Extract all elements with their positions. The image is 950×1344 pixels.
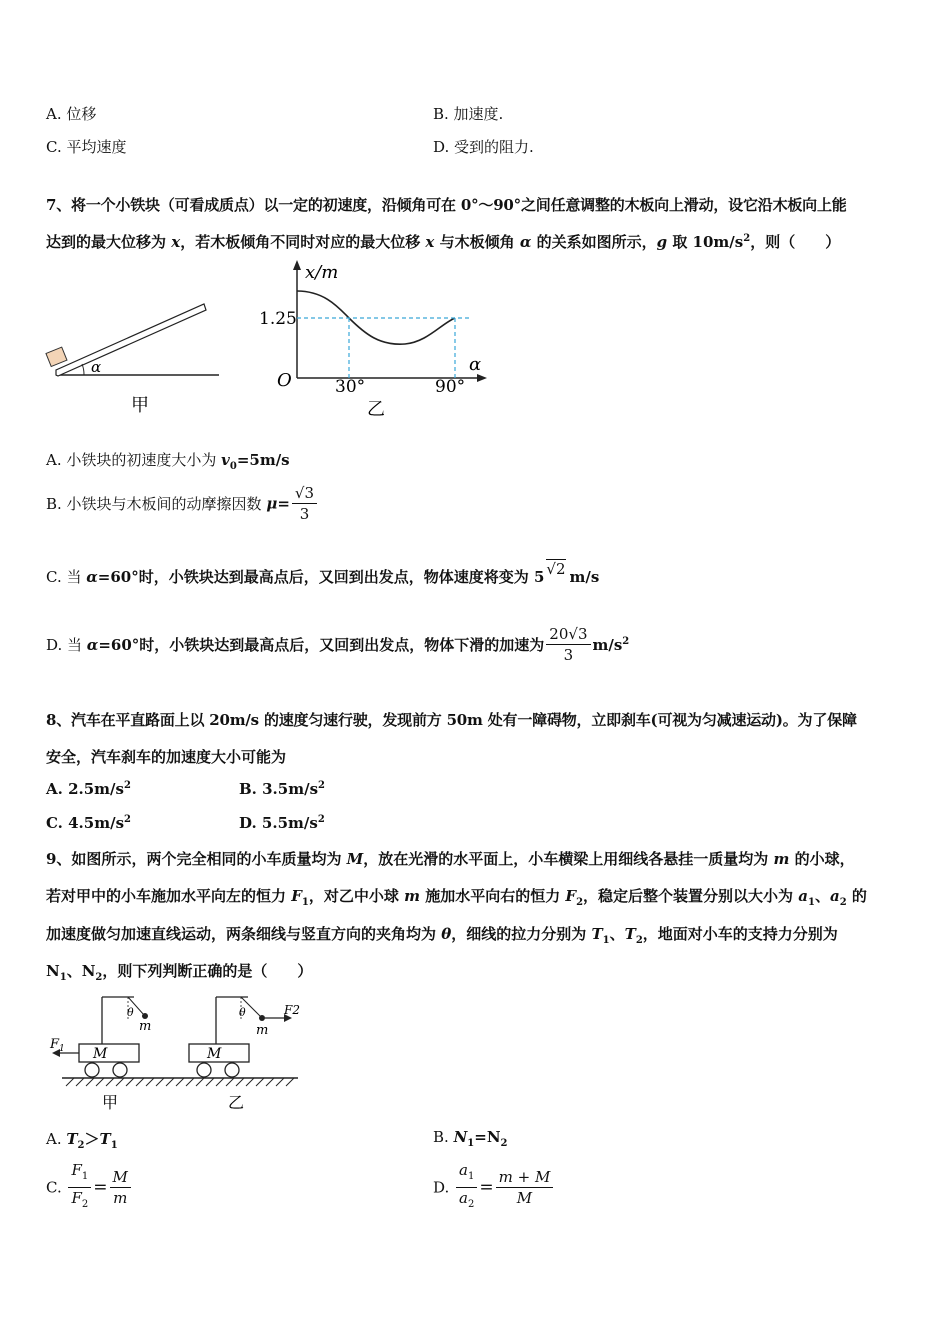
q9-theta-left: θ — [127, 1006, 134, 1019]
q9-theta-right: θ — [239, 1006, 246, 1019]
q9-figure-carts — [44, 992, 304, 1114]
q9-stem-line4: $N_1$、$N_2$，则下列判断正确的是（ ） — [46, 962, 313, 983]
q7-graph-origin: O — [277, 370, 292, 391]
q9-caption-yi: 乙 — [228, 1093, 245, 1112]
q9-option-a: A. $T_2>T_1$ — [46, 1130, 118, 1151]
q9-F1-label: $F_1$ — [50, 1037, 65, 1054]
q7-stem-line2: 达到的最大位移为 x，若木板倾角不同时对应的最大位移 x 与木板倾角 α 的关系如图所示，g 取 $10m/s^2$，则（ ） — [46, 233, 841, 251]
q7-caption-jia: 甲 — [131, 395, 149, 416]
q6-option-b: B. 加速度. — [433, 105, 504, 123]
q7-caption-yi: 乙 — [367, 399, 385, 420]
q6-option-d: D. 受到的阻力. — [433, 138, 534, 156]
q7-figure-graph — [255, 258, 495, 422]
q7-option-b: B. 小铁块与木板间的动摩擦因数 μ= $\frac{√3}{3}$ — [46, 483, 319, 524]
q9-option-c: C. $\frac{F_1}{F_2}$ = $\frac{M}{m}$ — [46, 1160, 133, 1215]
q9-option-d: D. $\frac{a_1}{a_2}$ = $\frac{m + M}{M}$ — [433, 1160, 555, 1215]
q9-stem-line2: 若对甲中的小车施加水平向左的恒力 $F_1$，对乙中小球 m 施加水平向右的恒力 $F_2$，稳定后整个装置分别以大小为 $a_1$、$a_2$ 的 — [46, 887, 867, 908]
q9-stem-line1: 9、如图所示，两个完全相同的小车质量均为 M，放在光滑的水平面上，小车横梁上用细线各悬挂一质量均为 m 的小球， — [46, 850, 855, 868]
q7-option-d: D. 当 α=60°时，小铁块达到最高点后，又回到出发点，物体下滑的加速为 $\frac{20√3}{3}$ $m/s^2$ — [46, 625, 630, 664]
q7-angle-alpha: α — [91, 358, 102, 376]
q6-option-c: C. 平均速度 — [46, 138, 127, 156]
q9-option-b: B. $N_1=N_2$ — [433, 1128, 508, 1149]
q8-option-b: B. $3.5m/s^2$ — [239, 780, 325, 798]
q9-stem-line3: 加速度做匀加速直线运动，两条细线与竖直方向的夹角均为 θ，细线的拉力分别为 $T_1$、$T_2$，地面对小车的支持力分别为 — [46, 925, 838, 946]
q7-graph-xtick-90: 90° — [435, 377, 466, 397]
q9-m-left: m — [139, 1019, 152, 1034]
q9-m-right: m — [256, 1023, 269, 1038]
q9-M-right: M — [207, 1046, 222, 1062]
q8-stem-line1: 8、汽车在平直路面上以 20m/s 的速度匀速行驶，发现前方 50m 处有一障碍物，立即刹车(可视为匀减速运动)。为了保障 — [46, 711, 857, 729]
q8-stem-line2: 安全，汽车刹车的加速度大小可能为 — [46, 748, 287, 766]
q6-option-a: A. 位移 — [46, 105, 97, 123]
q7-graph-ylabel: x/m — [305, 262, 339, 283]
q8-option-a: A. $2.5m/s^2$ — [46, 780, 131, 798]
q9-M-left: M — [93, 1046, 108, 1062]
q8-option-c: C. $4.5m/s^2$ — [46, 814, 131, 832]
q8-option-d: D. $5.5m/s^2$ — [239, 814, 325, 832]
q7-graph-ytick: 1.25 — [259, 309, 297, 329]
q7-figure-incline — [44, 298, 224, 420]
q9-F2-label: F2 — [284, 1003, 300, 1017]
q7-graph-xlabel: α — [469, 354, 482, 375]
q7-graph-xtick-30: 30° — [335, 377, 366, 397]
q7-option-a: A. 小铁块的初速度大小为 $v_0=5m/s$ — [46, 451, 290, 472]
q7-option-c: C. 当 α=60°时，小铁块达到最高点后，又回到出发点，物体速度将变为 5 √2 m/s — [46, 560, 600, 586]
q9-caption-jia: 甲 — [102, 1093, 119, 1112]
q7-stem-line1: 7、将一个小铁块（可看成质点）以一定的初速度，沿倾角可在 0°～90°之间任意调整的木板向上滑动，设它沿木板向上能 — [46, 196, 847, 214]
